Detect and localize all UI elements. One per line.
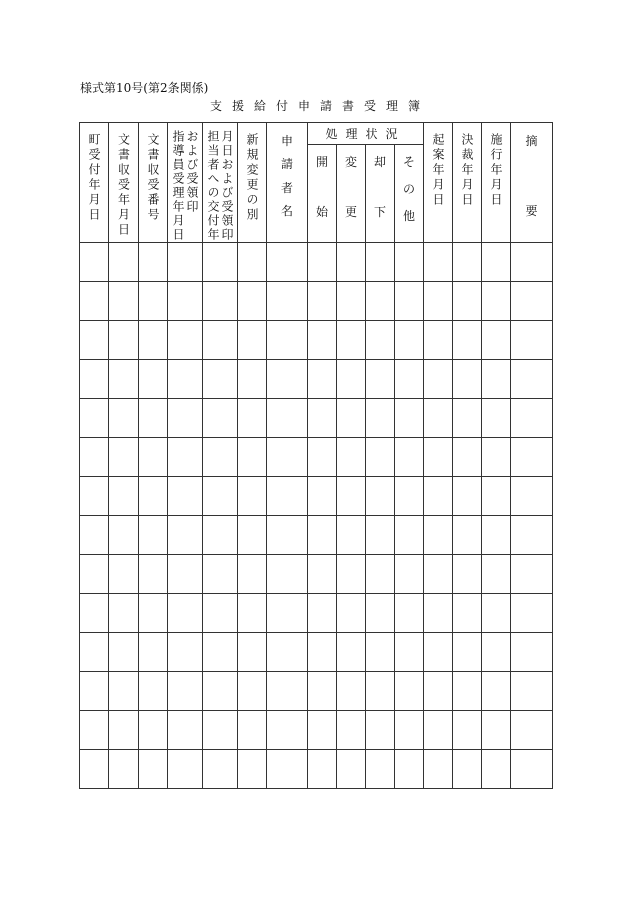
header-document-number [139,123,168,243]
header-applicant-name [267,123,308,243]
header-change [337,145,366,243]
table-cell[interactable] [80,360,109,399]
header-start [308,145,337,243]
table-cell[interactable] [168,633,203,672]
table-cell[interactable] [80,399,109,438]
table-cell[interactable] [453,594,482,633]
table-cell[interactable] [168,750,203,789]
table-cell[interactable] [238,594,267,633]
table-cell[interactable] [482,399,511,438]
table-cell[interactable] [139,555,168,594]
table-cell[interactable] [238,750,267,789]
table-cell[interactable] [453,399,482,438]
table-cell[interactable] [337,438,366,477]
header-staff [203,123,238,243]
table-cell[interactable] [366,282,395,321]
table-cell[interactable] [337,321,366,360]
table-cell[interactable] [139,321,168,360]
table-cell[interactable] [267,477,308,516]
table-cell[interactable] [238,672,267,711]
table-cell[interactable] [424,711,453,750]
table-cell[interactable] [511,594,553,633]
table-cell[interactable] [109,438,139,477]
table-cell[interactable] [337,477,366,516]
table-cell[interactable] [80,711,109,750]
table-cell[interactable] [267,360,308,399]
table-cell[interactable] [139,711,168,750]
table-cell[interactable] [308,360,337,399]
table-cell[interactable] [139,594,168,633]
table-cell[interactable] [238,321,267,360]
table-cell[interactable] [308,555,337,594]
header-change-label: 変 更 [344,155,357,220]
table-row [80,477,553,516]
table-cell[interactable] [308,594,337,633]
table-cell[interactable] [453,282,482,321]
table-cell[interactable] [337,360,366,399]
table-cell[interactable] [424,750,453,789]
table-row [80,399,553,438]
header-receipt-date [80,123,109,243]
table-cell[interactable] [139,516,168,555]
table-row [80,282,553,321]
table-cell[interactable] [424,672,453,711]
table-cell[interactable] [203,243,238,282]
table-cell[interactable] [203,633,238,672]
table-cell[interactable] [203,750,238,789]
table-cell[interactable] [267,399,308,438]
table-cell[interactable] [511,477,553,516]
table-cell[interactable] [424,321,453,360]
table-cell[interactable] [424,633,453,672]
table-cell[interactable] [511,672,553,711]
table-cell[interactable] [366,243,395,282]
header-document-date-label: 文書収受年月日 [116,133,131,238]
table-cell[interactable] [203,282,238,321]
table-cell[interactable] [308,399,337,438]
table-cell[interactable] [395,438,424,477]
table-cell[interactable] [424,243,453,282]
table-cell[interactable] [80,633,109,672]
header-enforcement-date [482,123,511,243]
table-cell[interactable] [238,711,267,750]
table-cell[interactable] [366,594,395,633]
table-row [80,555,553,594]
table-cell[interactable] [238,477,267,516]
table-cell[interactable] [168,399,203,438]
table-cell[interactable] [139,477,168,516]
table-cell[interactable] [203,516,238,555]
table-cell[interactable] [238,282,267,321]
table-cell[interactable] [139,360,168,399]
table-cell[interactable] [482,672,511,711]
table-cell[interactable] [511,438,553,477]
header-receipt-date-label: 町受付年月日 [87,133,101,223]
page-title: 支援給付申請書受理簿 [209,99,430,113]
header-enforcement-date-label: 施行年月日 [489,133,503,208]
table-cell[interactable] [366,321,395,360]
table-cell[interactable] [395,399,424,438]
table-cell[interactable] [511,360,553,399]
table-cell[interactable] [308,477,337,516]
table-cell[interactable] [337,555,366,594]
table-cell[interactable] [308,633,337,672]
table-cell[interactable] [395,750,424,789]
header-remarks-label: 摘 要 [525,134,538,218]
table-cell[interactable] [267,672,308,711]
table-cell[interactable] [511,399,553,438]
header-instructor [168,123,203,243]
table-cell[interactable] [267,438,308,477]
header-approval-date [453,123,482,243]
header-document-date [109,123,139,243]
table-cell[interactable] [109,633,139,672]
table-cell[interactable] [453,360,482,399]
table-cell[interactable] [337,282,366,321]
table-cell[interactable] [482,477,511,516]
table-cell[interactable] [366,750,395,789]
table-cell[interactable] [424,399,453,438]
table-cell[interactable] [511,555,553,594]
header-new-change-label: 新規変更の別 [245,133,259,223]
table-cell[interactable] [109,750,139,789]
table-cell[interactable] [337,516,366,555]
table-cell[interactable] [139,282,168,321]
table-row [80,711,553,750]
table-cell[interactable] [453,633,482,672]
table-cell[interactable] [308,516,337,555]
table-cell[interactable] [395,594,424,633]
table-cell[interactable] [395,672,424,711]
table-cell[interactable] [366,360,395,399]
header-document-number-label: 文書収受番号 [146,133,160,223]
header-start-label: 開 始 [315,155,328,220]
table-cell[interactable] [109,672,139,711]
table-cell[interactable] [80,672,109,711]
table-cell[interactable] [80,438,109,477]
table-cell[interactable] [337,711,366,750]
table-cell[interactable] [424,438,453,477]
table-cell[interactable] [482,438,511,477]
table-cell[interactable] [482,243,511,282]
table-cell[interactable] [168,594,203,633]
table-cell[interactable] [80,282,109,321]
table-cell[interactable] [424,555,453,594]
table-row [80,594,553,633]
table-cell[interactable] [168,711,203,750]
table-cell[interactable] [267,711,308,750]
table-cell[interactable] [80,555,109,594]
table-cell[interactable] [267,282,308,321]
table-cell[interactable] [482,360,511,399]
header-other [395,145,424,243]
table-cell[interactable] [238,399,267,438]
table-cell[interactable] [267,594,308,633]
table-cell[interactable] [267,243,308,282]
table-cell[interactable] [203,711,238,750]
table-cell[interactable] [395,633,424,672]
table-cell[interactable] [238,243,267,282]
header-staff-label: 月日および受領印 担当者への交付年 [206,130,234,242]
table-cell[interactable] [109,516,139,555]
table-cell[interactable] [308,243,337,282]
table-cell[interactable] [511,750,553,789]
table-cell[interactable] [424,477,453,516]
table-cell[interactable] [366,438,395,477]
table-row [80,516,553,555]
table-cell[interactable] [395,243,424,282]
table-cell[interactable] [337,243,366,282]
table-cell[interactable] [453,672,482,711]
table-cell[interactable] [453,516,482,555]
table-cell[interactable] [203,360,238,399]
table-cell[interactable] [395,282,424,321]
table-cell[interactable] [308,750,337,789]
table-row [80,321,553,360]
table-cell[interactable] [168,243,203,282]
table-cell[interactable] [203,399,238,438]
table-cell[interactable] [139,633,168,672]
table-cell[interactable] [80,477,109,516]
header-remarks [511,123,553,243]
table-cell[interactable] [511,633,553,672]
table-cell[interactable] [453,438,482,477]
table-cell[interactable] [139,672,168,711]
table-cell[interactable] [308,282,337,321]
table-cell[interactable] [109,594,139,633]
table-cell[interactable] [168,555,203,594]
table-cell[interactable] [238,438,267,477]
table-cell[interactable] [267,750,308,789]
table-cell[interactable] [80,243,109,282]
table-cell[interactable] [203,594,238,633]
table-cell[interactable] [453,555,482,594]
header-other-label: そ の 他 [402,155,415,224]
table-cell[interactable] [395,360,424,399]
table-cell[interactable] [109,711,139,750]
table-cell[interactable] [424,594,453,633]
table-cell[interactable] [109,360,139,399]
table-cell[interactable] [453,243,482,282]
table-cell[interactable] [482,282,511,321]
header-instructor-label: および受領印 指導員受理年月日 [171,130,199,242]
table-cell[interactable] [80,516,109,555]
table-cell[interactable] [203,477,238,516]
table-cell[interactable] [337,633,366,672]
table-cell[interactable] [238,516,267,555]
table-row [80,750,553,789]
table-cell[interactable] [168,321,203,360]
header-applicant-name-label: 申 請 者 名 [280,134,293,218]
header-draft-date [424,123,453,243]
table-cell[interactable] [267,633,308,672]
table-row [80,360,553,399]
table-cell[interactable] [168,438,203,477]
table-cell[interactable] [395,711,424,750]
table-cell[interactable] [267,555,308,594]
table-cell[interactable] [366,399,395,438]
table-cell[interactable] [168,477,203,516]
table-cell[interactable] [80,594,109,633]
table-cell[interactable] [80,321,109,360]
table-row [80,633,553,672]
table-cell[interactable] [308,711,337,750]
table-cell[interactable] [511,282,553,321]
table-cell[interactable] [109,555,139,594]
table-cell[interactable] [168,672,203,711]
table-cell[interactable] [238,633,267,672]
table-cell[interactable] [308,438,337,477]
table-cell[interactable] [395,516,424,555]
header-reject-label: 却 下 [373,155,386,220]
table-cell[interactable] [482,555,511,594]
table-cell[interactable] [511,711,553,750]
table-cell[interactable] [511,243,553,282]
table-cell[interactable] [366,711,395,750]
header-draft-date-label: 起案年月日 [431,133,445,208]
table-cell[interactable] [238,360,267,399]
table-cell[interactable] [511,321,553,360]
table-cell[interactable] [337,399,366,438]
table-cell[interactable] [482,594,511,633]
table-cell[interactable] [168,282,203,321]
table-cell[interactable] [366,477,395,516]
table-cell[interactable] [80,750,109,789]
table-row [80,243,553,282]
table-cell[interactable] [203,321,238,360]
table-cell[interactable] [511,516,553,555]
table-cell[interactable] [453,477,482,516]
table-cell[interactable] [139,243,168,282]
table-cell[interactable] [424,282,453,321]
table-cell[interactable] [482,633,511,672]
table-cell[interactable] [337,594,366,633]
table-cell[interactable] [424,516,453,555]
form-number: 様式第10号(第2条関係) [80,81,209,95]
table-cell[interactable] [366,555,395,594]
header-reject [366,145,395,243]
table-cell[interactable] [139,399,168,438]
table-cell[interactable] [203,438,238,477]
table-row [80,438,553,477]
table-cell[interactable] [395,321,424,360]
header-approval-date-label: 決裁年月日 [460,133,474,208]
table-cell[interactable] [395,555,424,594]
table-row [80,672,553,711]
table-cell[interactable] [109,399,139,438]
table-cell[interactable] [139,750,168,789]
table-cell[interactable] [366,672,395,711]
header-processing-status: 処理状況 [308,123,424,145]
table-cell[interactable] [238,555,267,594]
table-cell[interactable] [482,321,511,360]
table-cell[interactable] [424,360,453,399]
table-cell[interactable] [337,672,366,711]
table-cell[interactable] [308,672,337,711]
table-cell[interactable] [139,438,168,477]
table-cell[interactable] [168,516,203,555]
table-cell[interactable] [109,282,139,321]
table-cell[interactable] [203,555,238,594]
table-cell[interactable] [482,516,511,555]
table-cell[interactable] [267,321,308,360]
table-cell[interactable] [203,672,238,711]
table-cell[interactable] [482,750,511,789]
ledger-table [79,122,553,789]
table-cell[interactable] [453,321,482,360]
table-cell[interactable] [366,633,395,672]
table-cell[interactable] [168,360,203,399]
header-new-change [238,123,267,243]
table-cell[interactable] [109,243,139,282]
table-cell[interactable] [453,750,482,789]
table-cell[interactable] [109,477,139,516]
table-cell[interactable] [308,321,337,360]
table-cell[interactable] [482,711,511,750]
table-cell[interactable] [395,477,424,516]
table-cell[interactable] [109,321,139,360]
table-cell[interactable] [453,711,482,750]
table-cell[interactable] [337,750,366,789]
table-cell[interactable] [267,516,308,555]
table-cell[interactable] [366,516,395,555]
